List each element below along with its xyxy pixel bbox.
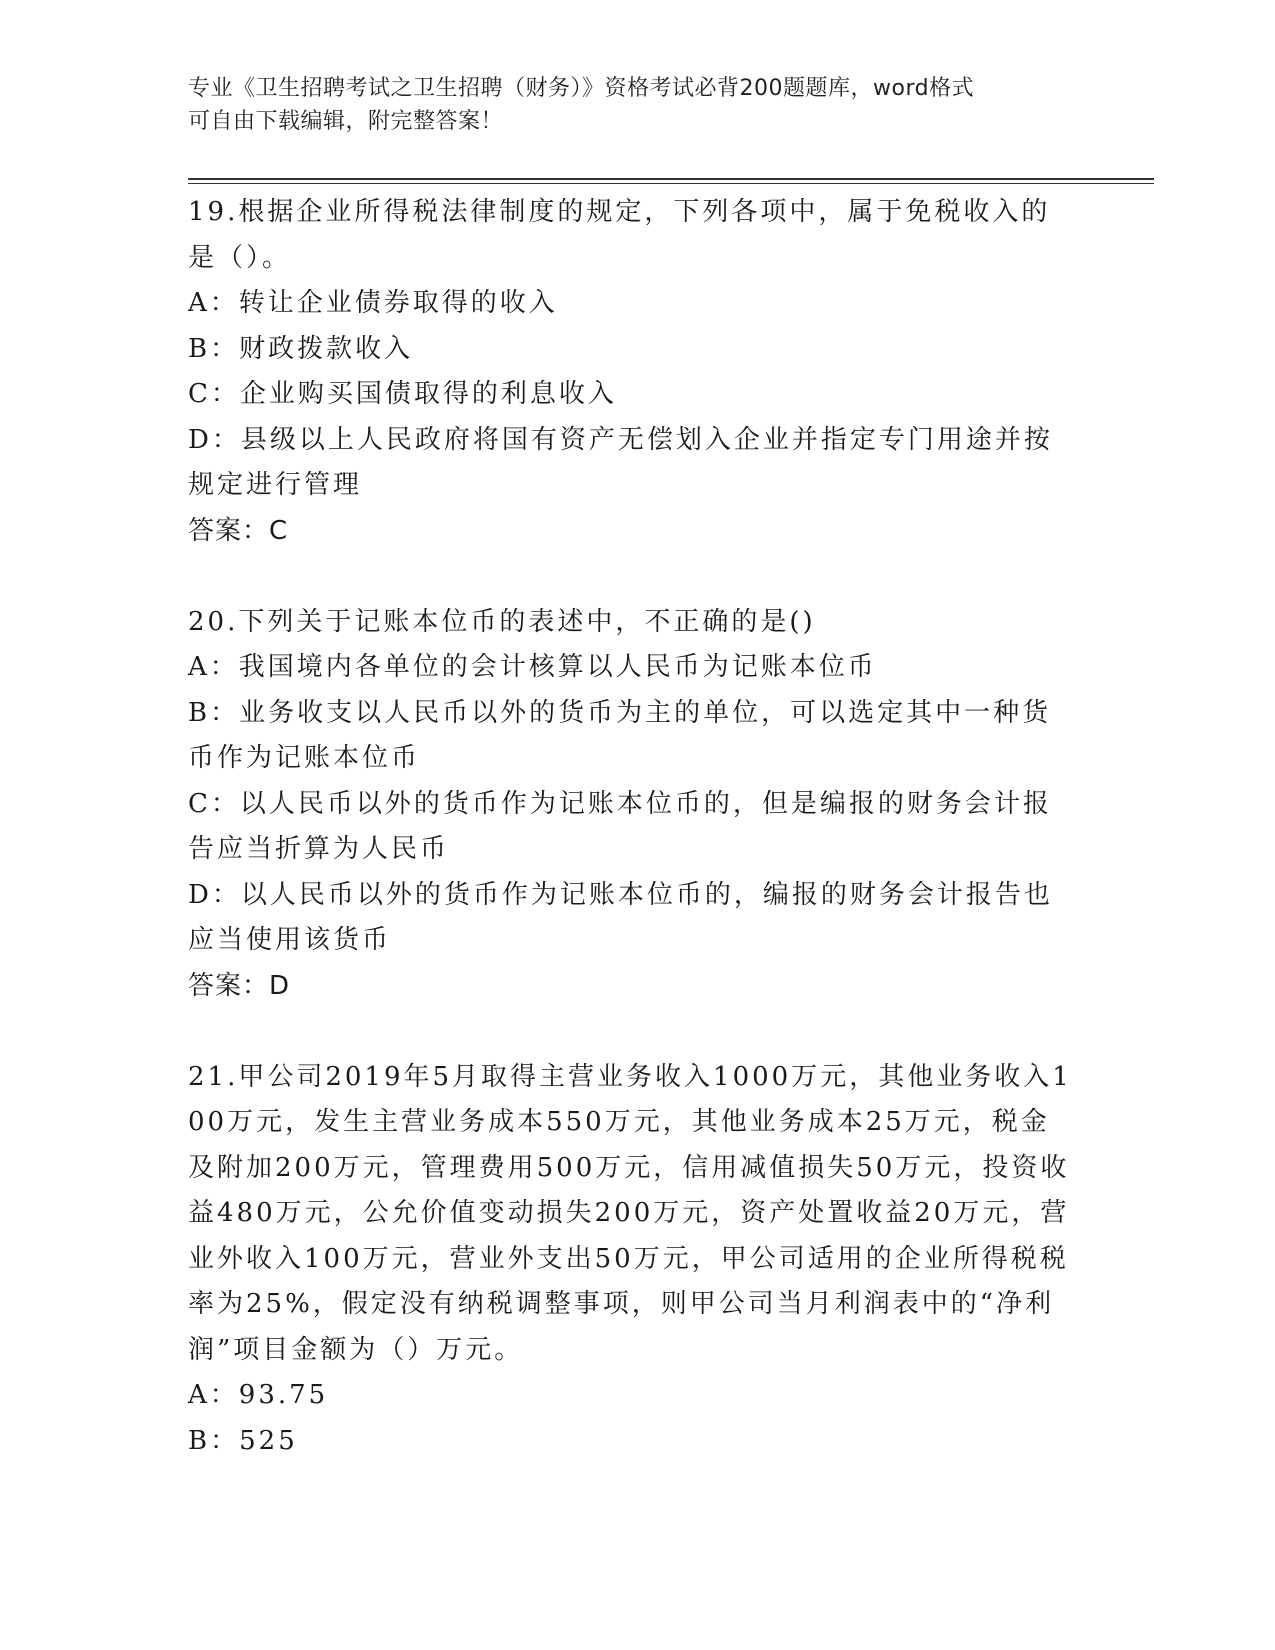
question-list <box>188 190 1078 1464</box>
option-a: A：93.75 <box>188 1380 329 1410</box>
question-stem: 20.下列关于记账本位币的表述中，不正确的是() <box>188 606 816 637</box>
question-stem: 21.甲公司2019年5月取得主营业务收入1000万元，其他业务收入100万元，发生主营业务成本550万元，其他业务成本25万元，税金及附加200万元，管理费用500万元，信用减值损失50万元，投资收益480万元，公允价值变动损失200万元，资产处置收益20万元，营业外收入100万元，营业外支出50万元，甲公司适用的企业所得税税率为25%，假定没有纳税调整事项，则甲公司当月利润表中的“净利润”项目金额为（）万元。 <box>188 1061 1072 1365</box>
question-stem: 19.根据企业所得税法律制度的规定，下列各项中，属于免税收入的是（）。 <box>188 197 1051 273</box>
spacer <box>188 1009 1078 1055</box>
question-19 <box>188 190 1078 554</box>
option-b: B：525 <box>188 1425 298 1456</box>
option-b: B：财政拨款收入 <box>188 333 414 364</box>
answer: 答案：D <box>188 970 291 1001</box>
header-divider-thin <box>188 183 1154 184</box>
header-line-2: 可自由下载编辑，附完整答案！ <box>188 109 504 134</box>
option-b: B：业务收支以人民币以外的货币为主的单位，可以选定其中一种货币作为记账本位币 <box>188 697 1052 773</box>
option-a: A：我国境内各单位的会计核算以人民币为记账本位币 <box>188 652 877 682</box>
option-c: C：以人民币以外的货币作为记账本位币的，但是编报的财务会计报告应当折算为人民币 <box>188 788 1052 864</box>
option-c: C：企业购买国债取得的利息收入 <box>188 379 617 409</box>
option-d: D：县级以上人民政府将国有资产无偿划入企业并指定专门用途并按规定进行管理 <box>188 424 1053 500</box>
header-divider <box>188 178 1154 180</box>
option-a: A：转让企业债券取得的收入 <box>188 288 558 318</box>
option-d: D：以人民币以外的货币作为记账本位币的，编报的财务会计报告也应当使用该货币 <box>188 879 1053 955</box>
spacer <box>188 554 1078 600</box>
header-line-1: 专业《卫生招聘考试之卫生招聘（财务）》资格考试必背200题题库，word格式 <box>188 76 975 101</box>
question-20 <box>188 600 1078 1010</box>
answer: 答案：C <box>188 515 289 546</box>
question-21 <box>188 1055 1078 1465</box>
document-header <box>188 72 1068 138</box>
